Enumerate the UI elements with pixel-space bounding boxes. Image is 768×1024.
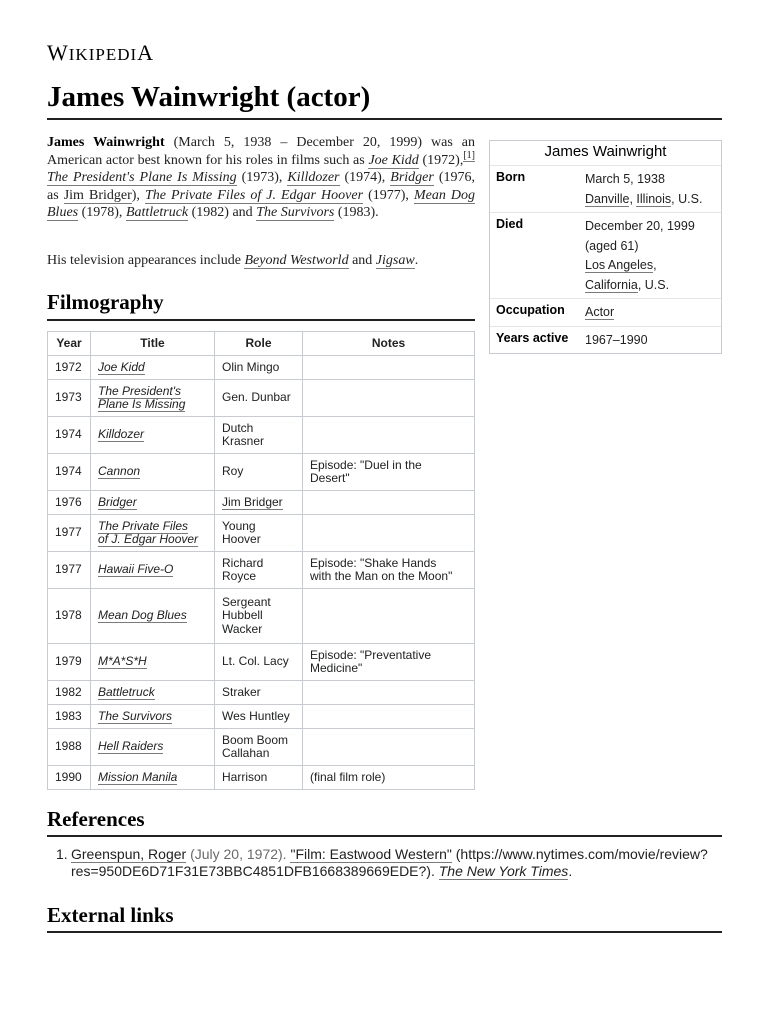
cell-notes <box>303 380 475 417</box>
infobox-label-born: Born <box>496 170 526 184</box>
television-paragraph: His television appearances include Beyond Westworld and Jigsaw. <box>47 253 419 268</box>
cell-role-text: Sergeant <box>222 594 271 609</box>
cell-notes <box>303 589 475 644</box>
cell-notes-text: Episode: "Preventative <box>310 647 431 662</box>
table-row <box>48 644 475 681</box>
cell-year: 1977 <box>48 515 91 552</box>
cell-title <box>91 705 215 729</box>
cell-role-text: Young <box>222 518 256 533</box>
film-link-battletruck[interactable]: Battletruck <box>125 205 189 220</box>
cell-notes <box>303 356 475 380</box>
cell-role <box>215 454 303 491</box>
cell-role <box>215 681 303 705</box>
cell-role <box>215 417 303 454</box>
film-link-mean-dog-blues[interactable]: Mean Dog Blues <box>47 187 475 220</box>
cell-title <box>91 644 215 681</box>
cell-notes <box>303 552 475 589</box>
cell-year: 1973 <box>48 380 91 417</box>
reference-work-link[interactable]: The New York Times <box>438 863 569 879</box>
cell-role-text: Harrison <box>222 769 268 784</box>
cell-title <box>91 766 215 790</box>
cell-role-text: Boom Boom <box>222 732 289 747</box>
cell-title-text[interactable]: Cannon <box>98 464 141 479</box>
cell-title <box>91 681 215 705</box>
cell-title-text[interactable]: Killdozer <box>98 427 145 442</box>
subject-name: James Wainwright <box>47 135 165 150</box>
film-link-presidents-plane[interactable]: The President's Plane Is Missing <box>47 170 237 185</box>
cell-year: 1974 <box>48 417 91 454</box>
cell-title-text[interactable]: Mission Manila <box>98 769 178 784</box>
cell-role-text: Gen. Dunbar <box>222 390 291 405</box>
cell-title <box>91 380 215 417</box>
link-illinois[interactable]: Illinois <box>636 191 672 206</box>
cell-role-text: Dutch <box>222 420 254 435</box>
cell-title-text[interactable]: Battletruck <box>98 684 155 699</box>
column-header-role: Role <box>215 332 303 356</box>
link-jim-bridger[interactable]: Jim Bridger <box>63 187 132 203</box>
cell-title-text[interactable]: of J. Edgar Hoover <box>98 532 199 546</box>
cell-year: 1982 <box>48 681 91 705</box>
cell-role <box>215 491 303 515</box>
filmography-table <box>47 331 475 790</box>
reference-author-link[interactable]: Greenspun, Roger <box>71 846 187 862</box>
cell-notes-text: (final film role) <box>310 769 386 784</box>
cell-role <box>215 356 303 380</box>
table-row <box>48 589 475 644</box>
section-heading-references: References <box>47 807 722 837</box>
infobox-value-occupation <box>585 299 721 326</box>
tv-link-jigsaw[interactable]: Jigsaw <box>375 253 415 268</box>
cell-role-text: Hubbell <box>222 608 263 623</box>
table-row <box>48 552 475 589</box>
infobox-row-years-active <box>490 326 721 354</box>
film-link-private-files[interactable]: The Private Files of J. Edgar Hoover <box>144 187 364 203</box>
cell-title <box>91 491 215 515</box>
cell-role-text: Wacker <box>222 621 263 636</box>
infobox-value-died: December 20, 1999 (aged 61) Los Angeles, California, U.S. <box>585 219 695 292</box>
section-heading-external-links: External links <box>47 903 722 933</box>
cell-title <box>91 454 215 491</box>
cell-notes-text: Medicine" <box>310 661 363 675</box>
link-los-angeles[interactable]: Los Angeles <box>585 258 654 272</box>
infobox-title: James Wainwright <box>544 143 667 160</box>
cell-notes <box>303 766 475 790</box>
reference-url: (https://www.nytimes.com/movie/review?res=950DE6D71F31E73BBC4851DFB1668389669EDE?). <box>71 846 708 879</box>
cell-title-text[interactable]: Bridger <box>98 494 137 509</box>
cell-role-text: Richard <box>222 555 264 570</box>
reference-title-link[interactable]: "Film: Eastwood Western" <box>290 846 452 862</box>
link-california[interactable]: California <box>585 277 638 292</box>
infobox-label-years-active: Years active <box>496 330 569 345</box>
infobox <box>489 140 722 354</box>
page-title: James Wainwright (actor) <box>47 78 722 120</box>
cell-year: 1990 <box>48 766 91 790</box>
infobox-label-died: Died <box>496 217 524 231</box>
film-link-bridger[interactable]: Bridger <box>390 170 434 185</box>
table-row <box>48 491 475 515</box>
cell-role-text: Wes Huntley <box>222 708 290 723</box>
cell-year: 1983 <box>48 705 91 729</box>
cell-role <box>215 644 303 681</box>
table-row <box>48 380 475 417</box>
table-row <box>48 356 475 380</box>
cell-role-text: Royce <box>222 569 257 583</box>
cell-role-text[interactable]: Jim Bridger <box>222 494 283 509</box>
infobox-value-born: March 5, 1938 Danville, Illinois, U.S. <box>585 172 703 206</box>
infobox-row-born <box>490 165 721 212</box>
citation-link-1[interactable]: [1] <box>463 149 475 161</box>
cell-year: 1977 <box>48 552 91 589</box>
cell-role <box>215 589 303 644</box>
column-header-year: Year <box>48 332 91 356</box>
cell-notes <box>303 491 475 515</box>
table-row <box>48 454 475 491</box>
cell-role-text: Lt. Col. Lacy <box>222 654 289 669</box>
cell-title <box>91 729 215 766</box>
film-link-killdozer[interactable]: Killdozer <box>287 170 340 185</box>
column-header-title: Title <box>91 332 215 356</box>
infobox-row-occupation <box>490 298 721 326</box>
film-link-the-survivors[interactable]: The Survivors <box>256 205 335 220</box>
infobox-label-occupation: Occupation <box>496 303 565 317</box>
cell-role-text: Krasner <box>222 434 265 448</box>
cell-title-text[interactable]: Hawaii Five-O <box>98 562 174 577</box>
cell-role-text: Hoover <box>222 532 261 546</box>
cell-year: 1978 <box>48 589 91 644</box>
cell-title <box>91 515 215 552</box>
link-danville[interactable]: Danville <box>585 191 630 206</box>
cell-notes <box>303 417 475 454</box>
cell-notes-text: Episode: "Shake Hands <box>310 555 437 570</box>
cell-notes <box>303 681 475 705</box>
link-actor[interactable]: Actor <box>585 305 615 319</box>
cell-year: 1972 <box>48 356 91 380</box>
film-link-joe-kidd[interactable]: Joe Kidd <box>368 152 419 168</box>
cell-title <box>91 356 215 380</box>
cell-role <box>215 515 303 552</box>
cell-role-text: Roy <box>222 464 244 479</box>
cell-notes <box>303 515 475 552</box>
cell-year: 1976 <box>48 491 91 515</box>
infobox-value-years-active: 1967–1990 <box>585 332 648 347</box>
cell-year: 1974 <box>48 454 91 491</box>
cell-title-text[interactable]: The Survivors <box>98 708 173 723</box>
cell-notes-text: with the Man on the Moon" <box>310 569 453 583</box>
cell-title <box>91 417 215 454</box>
table-row <box>48 729 475 766</box>
cell-title-text[interactable]: Hell Raiders <box>98 739 164 754</box>
cell-title-text[interactable]: Joe Kidd <box>98 359 145 374</box>
table-header-row <box>48 332 475 356</box>
cell-role <box>215 766 303 790</box>
cell-title-text[interactable]: The Private Files <box>98 518 189 533</box>
cell-title <box>91 589 215 644</box>
cell-notes-text: Episode: "Duel in the <box>310 457 422 472</box>
lead-paragraph: James Wainwright (March 5, 1938 – December 20, 1999) was an American actor best known for his roles in films such as Joe Kidd (1972),[1] The President's Plane Is Missing (1973), Killdozer (1974), Bridger (1976, as Jim Bridger), The Private Files of J. Edgar Hoover (1977), Mean Dog Blues (1978), Battletruck (1982) and The Survivors (1983). <box>47 135 475 220</box>
section-heading-filmography: Filmography <box>47 290 475 321</box>
cell-title <box>91 552 215 589</box>
cell-role <box>215 380 303 417</box>
table-row <box>48 766 475 790</box>
cell-title-text[interactable]: Mean Dog Blues <box>98 608 187 623</box>
filmography-table-body <box>48 356 475 790</box>
table-row <box>48 705 475 729</box>
cell-role <box>215 552 303 589</box>
cell-notes-text: Desert" <box>310 471 350 485</box>
reference-item: 1. Greenspun, Roger (July 20, 1972). "Film: Eastwood Western" (https://www.nytimes.com/movie/review?res=950DE6D71F31E73BBC4851DFB1668389669EDE?). The New York Times. <box>56 846 708 879</box>
table-row <box>48 681 475 705</box>
table-row <box>48 515 475 552</box>
cell-title-text[interactable]: The President's <box>98 383 181 398</box>
cell-notes <box>303 644 475 681</box>
infobox-row-died <box>490 212 721 298</box>
cell-role-text: Olin Mingo <box>222 359 280 374</box>
cell-role <box>215 705 303 729</box>
cell-title-text[interactable]: Plane Is Missing <box>98 397 186 411</box>
cell-role <box>215 729 303 766</box>
cell-year: 1979 <box>48 644 91 681</box>
cell-notes <box>303 729 475 766</box>
cell-notes <box>303 705 475 729</box>
tv-link-beyond-westworld[interactable]: Beyond Westworld <box>244 253 349 268</box>
wikipedia-wordmark[interactable]: WIKIPEDIA <box>47 40 155 65</box>
cell-title-text[interactable]: M*A*S*H <box>98 654 147 669</box>
table-row <box>48 417 475 454</box>
cell-notes <box>303 454 475 491</box>
cell-role-text: Callahan <box>222 746 270 760</box>
reference-number: 1. <box>56 846 68 862</box>
cell-year: 1988 <box>48 729 91 766</box>
cell-role-text: Straker <box>222 684 261 699</box>
reference-list <box>56 846 722 880</box>
column-header-notes: Notes <box>303 332 475 356</box>
